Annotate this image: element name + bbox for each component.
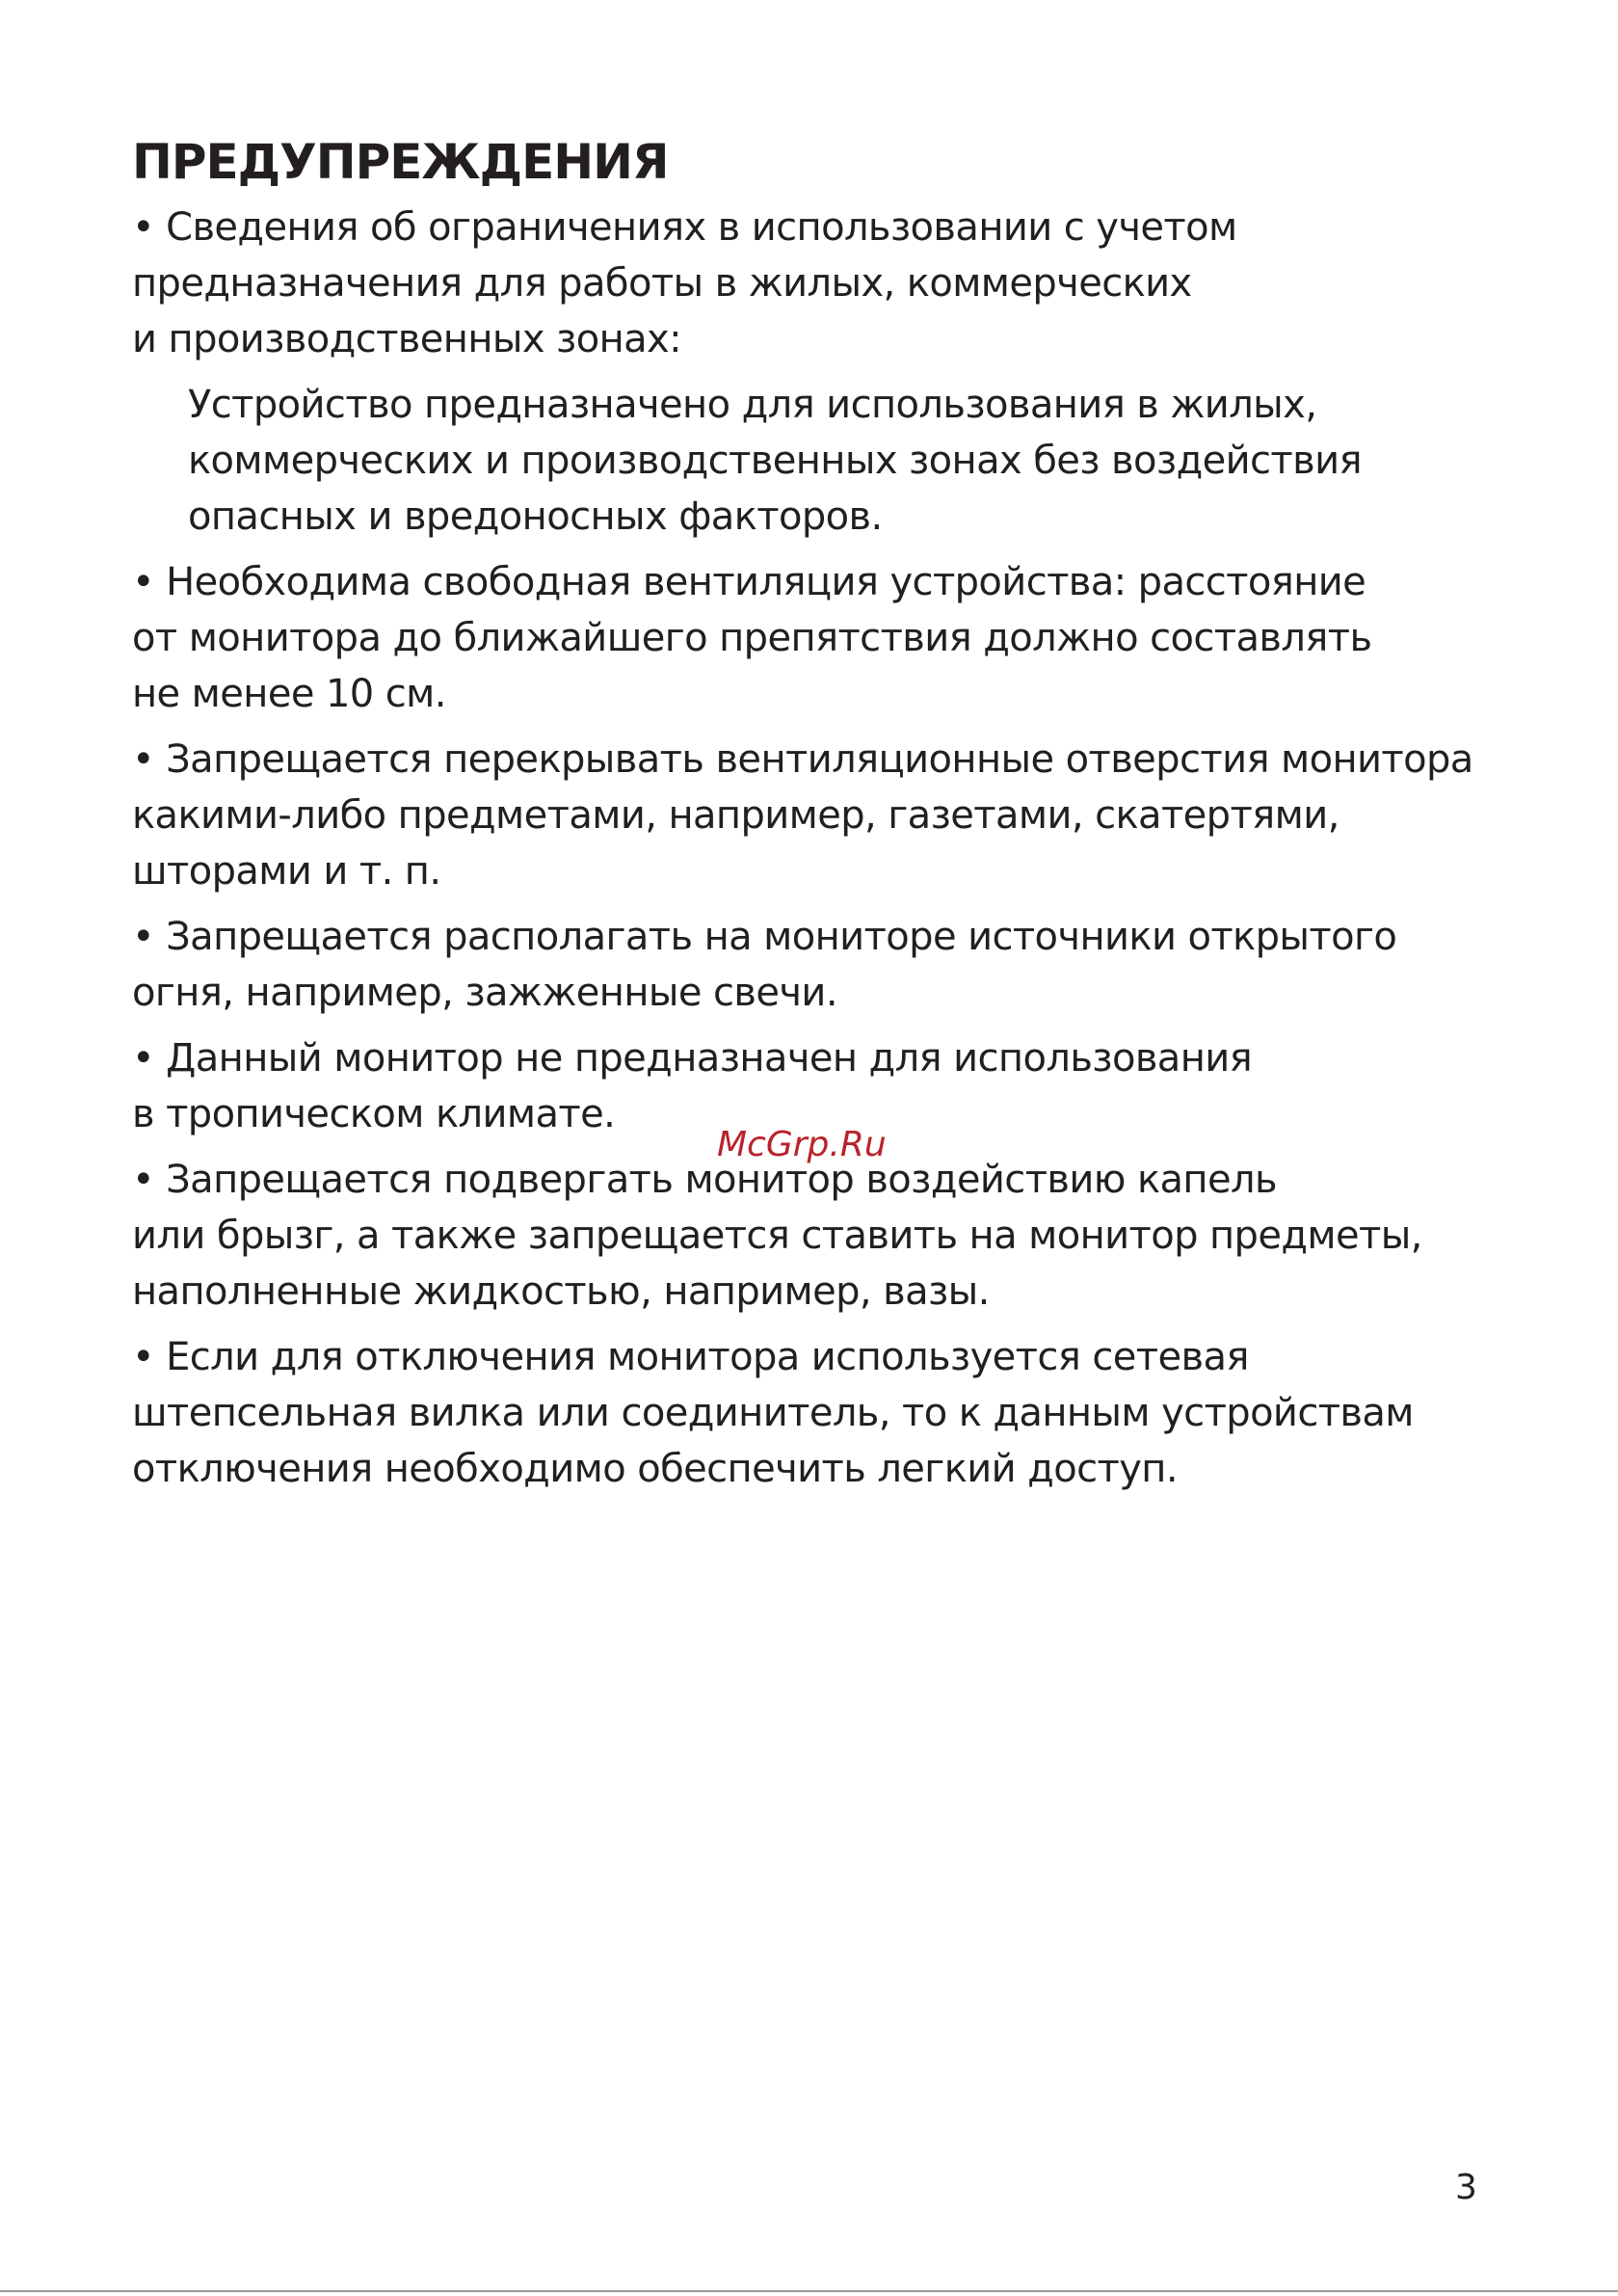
text-line: • Запрещается подвергать монитор воздействию капель	[132, 1158, 1277, 1202]
text-line: штепсельная вилка или соединитель, то к данным устройствам	[132, 1391, 1414, 1435]
text-line: коммерческих и производственных зонах без воздействия	[188, 439, 1362, 483]
text-line: отключения необходимо обеспечить легкий доступ.	[132, 1447, 1178, 1491]
text-line: или брызг, а также запрещается ставить на монитор предметы,	[132, 1214, 1422, 1258]
text-line: • Необходима свободная вентиляция устройства: расстояние	[132, 560, 1366, 604]
warning-item-vent-openings	[132, 732, 1500, 899]
warning-item-usage-zones-detail	[188, 377, 1500, 545]
text-line: не менее 10 см.	[132, 672, 446, 716]
warnings-body	[132, 200, 1500, 1507]
page-title: ПРЕДУПРЕЖДЕНИЯ	[132, 134, 669, 190]
warning-item-disconnect-access	[132, 1329, 1500, 1497]
text-line: шторами и т. п.	[132, 849, 441, 894]
text-line: • Сведения об ограничениях в использовании с учетом	[132, 205, 1237, 250]
text-line: в тропическом климате.	[132, 1092, 616, 1136]
warning-item-liquids	[132, 1152, 1500, 1320]
warning-item-usage-zones	[132, 200, 1500, 367]
bottom-divider	[0, 2290, 1618, 2292]
page-number: 3	[1455, 2168, 1477, 2207]
text-line: от монитора до ближайшего препятствия должно составлять	[132, 616, 1372, 660]
text-line: наполненные жидкостью, например, вазы.	[132, 1269, 990, 1314]
text-line: Устройство предназначено для использования в жилых,	[188, 383, 1317, 427]
text-line: • Данный монитор не предназначен для использования	[132, 1036, 1253, 1081]
text-line: огня, например, зажженные свечи.	[132, 971, 837, 1015]
text-line: предназначения для работы в жилых, коммерческих	[132, 261, 1192, 306]
warning-item-open-fire	[132, 909, 1500, 1021]
text-line: • Запрещается располагать на мониторе источники открытого	[132, 915, 1397, 959]
text-line: • Если для отключения монитора используется сетевая	[132, 1335, 1249, 1379]
text-line: какими-либо предметами, например, газетами, скатертями,	[132, 793, 1339, 838]
watermark: McGrp.Ru	[717, 1125, 887, 1164]
text-line: и производственных зонах:	[132, 317, 682, 361]
warning-item-ventilation	[132, 554, 1500, 722]
text-line: • Запрещается перекрывать вентиляционные отверстия монитора	[132, 737, 1473, 782]
text-line: опасных и вредоносных факторов.	[188, 494, 883, 539]
